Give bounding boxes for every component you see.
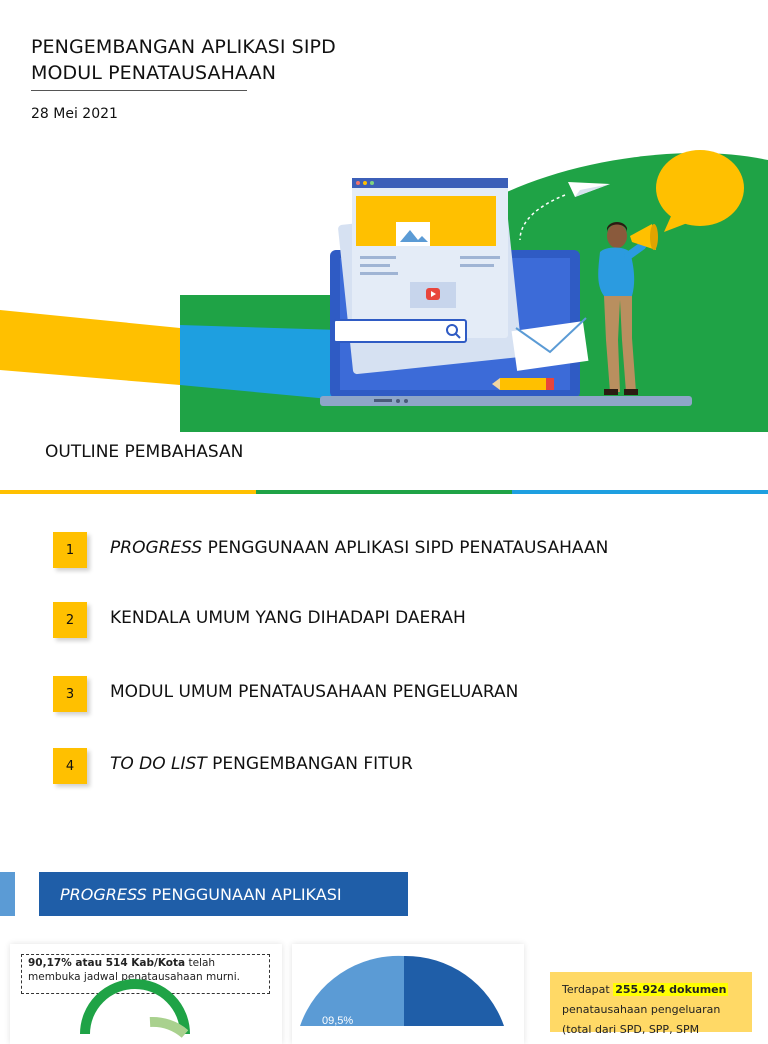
outline-item-3	[53, 676, 753, 712]
item-number-badge: 1	[53, 532, 87, 568]
header-text: PENGGUNAAN APLIKASI	[151, 884, 342, 904]
outline-item-4	[53, 748, 753, 784]
item-text: MODUL UMUM PENATAUSAHAAN PENGELUARAN	[110, 682, 519, 702]
outline-item-label	[110, 608, 466, 628]
header-accent-bar	[0, 872, 15, 916]
search-bar-graphic	[334, 320, 466, 342]
outline-slide	[0, 432, 768, 832]
item-text: KENDALA UMUM YANG DIHADAPI DAERAH	[110, 608, 466, 628]
item-number-badge: 4	[53, 748, 87, 784]
outline-item-label	[110, 538, 608, 558]
tricolor-divider	[0, 490, 768, 494]
stat-info-box	[550, 972, 752, 1036]
outline-item-label	[110, 754, 413, 774]
item-text: PENGGUNAAN APLIKASI SIPD PENATAUSAHAAN	[207, 538, 609, 558]
progress-slide	[0, 832, 768, 1036]
yellow-stripe	[0, 310, 180, 385]
pie-label: 09,5%	[322, 1015, 354, 1027]
item-text: PENGEMBANGAN FITUR	[212, 754, 413, 774]
outline-item-label	[110, 682, 518, 702]
section-header	[39, 872, 408, 916]
note-text: telah membuka jadwal penatausahaan murni.	[28, 957, 240, 983]
item-number-badge: 2	[53, 602, 87, 638]
item-italic-prefix: TO DO LIST	[110, 754, 207, 774]
info-prefix: Terdapat	[562, 983, 614, 996]
info-highlight: 255.924 dokumen	[615, 983, 727, 996]
title-line-2: MODUL PENATAUSAHAAN	[31, 62, 277, 84]
outline-item-1	[53, 532, 753, 568]
header-italic: PROGRESS	[60, 884, 147, 904]
outline-title: OUTLINE PEMBAHASAN	[45, 442, 244, 462]
marketing-illustration	[0, 0, 768, 432]
title-line-1: PENGEMBANGAN APLIKASI SIPD	[31, 36, 336, 58]
info-line-2: penatausahaan pengeluaran	[562, 1003, 721, 1016]
item-number-badge: 3	[53, 676, 87, 712]
pencil-icon	[492, 378, 554, 390]
pie-chart-top	[300, 956, 504, 1026]
donut-chart-top	[80, 1014, 190, 1034]
browser-window	[352, 178, 508, 338]
info-line-3: (total dari SPD, SPP, SPM	[562, 1023, 700, 1036]
title-slide	[0, 0, 768, 432]
note-bold-text: 90,17% atau 514 Kab/Kota	[28, 957, 186, 969]
item-italic-prefix: PROGRESS	[110, 538, 203, 558]
outline-item-2	[53, 602, 753, 638]
presentation-date: 28 Mei 2021	[31, 106, 118, 122]
